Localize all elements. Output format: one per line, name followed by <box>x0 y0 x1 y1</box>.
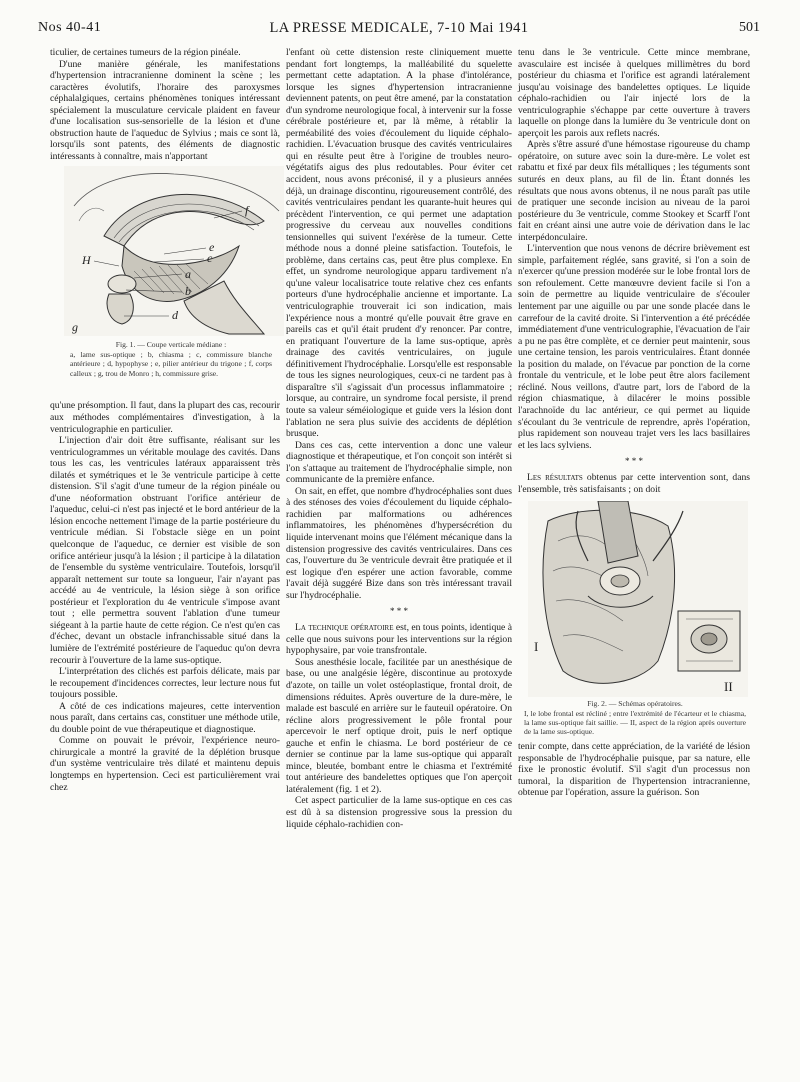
paragraph: tenir compte, dans cette appréciation, de la variété de lésion responsable de l'hydrocéphalie puisque, par sa nature, elle fixe le pronostic évolutif. S'il s'agit d'un processus non tumoral, la disparition de l'hypertension intracranienne, obtenue par l'opération, assure la guérison. Son <box>518 741 750 799</box>
fig1-label-h: H <box>82 253 91 268</box>
paragraph <box>518 472 750 495</box>
fig2-label-i: I <box>534 639 539 655</box>
section-separator: * * * <box>625 456 643 467</box>
paragraph: A côté de ces indications majeures, cette intervention nous paraît, dans certains cas, constituer une méthode utile, du double point de vue thérapeutique et diagnostique. <box>50 700 280 735</box>
fig1-label-a: a <box>185 267 191 282</box>
figure-2-caption <box>524 699 746 737</box>
paragraph: L'interprétation des clichés est parfois délicate, mais par le recoupement d'incidences correctes, leur lecture nous fut toujours possible. <box>50 666 280 701</box>
section-lead: Les résultats <box>527 472 583 484</box>
paragraph <box>286 622 512 657</box>
paragraph: ticulier, de certaines tumeurs de la région pinéale. <box>50 47 241 58</box>
fig1-label-g: g <box>72 320 78 335</box>
journal-title: LA PRESSE MEDICALE, 7-10 Mai 1941 <box>269 20 529 36</box>
figure-2-caption-body: I, le lobe frontal est récliné ; entre l'extrémité de l'écarteur et le chiasma, la lame sus-optique fait saillie. — II, aspect de la région après ouverture de la lame sus-optique. <box>524 708 746 737</box>
paragraph: Après s'être assuré d'une hémostase rigoureuse du champ opératoire, on suture avec soin la dure-mère. Le volet est rabattu et fixé par deux fils métalliques ; les téguments sont suturés en deux plans, au fil de lin. Étant donnés les résultats que nous avons obtenus, il ne nous paraît pas utile de pratiquer une seconde incision au niveau de la paroi postérieure du 3e ventricule, comme Stookey et Scarff l'ont fait en créant ainsi une autre voie de dérivation dans le lac interpédonculaire. <box>518 139 750 243</box>
fig1-label-c: c <box>207 251 213 266</box>
paragraph: qu'une présomption. Il faut, dans la plupart des cas, recourir aux méthodes complémentaires d'investigation, à la ventriculographie en particulier. <box>50 400 280 435</box>
fig1-label-f: f <box>245 203 249 218</box>
brain-sagittal-section-illustration <box>64 166 284 336</box>
section-separator: * * * <box>390 606 408 617</box>
column-2 <box>286 47 512 830</box>
paragraph: L'intervention que nous venons de décrire brièvement est simple, parfaitement réglée, sans gravité, si l'on a soin de n'exercer qu'une pression modérée sur le lobe frontal lors de son refoulement. Cette manœuvre devient facile si l'on a soin de permettre au liquide ventriculaire de s'écouler lentement par une aiguille ou par une sonde placée dans le carrefour de la cavité droite. Si l'intervention a été précédée immédiatement d'une ventriculographie, l'évacuation de l'air a pu ne pas être complète, et ce dernier peut maintenir, sous une certaine tension, les parois ventriculaires. Étant donnée la position du malade, on l'évacue par ponction de la corne frontale du ventricule, et le lobe peut être alors facilement récliné. Nous veillons, d'autre part, lors de l'abord de la région chiasmatique, à dilacérer le moins possible l'arachnoïde du lac antérieur, ce qui permet au liquide s'écoulant du 3e ventricule de reprendre, après l'opération, plus rapidement son nouveau trajet vers les lacs basillaires et les lacs sylviens. <box>518 243 750 451</box>
paragraph: Sous anesthésie locale, facilitée par un anesthésique de base, ou une analgésie légère, discontinue au protoxyde d'azote, on taille un volet ostéoplastique, frontal droit, de dimensions réduites. Après ouverture de la dure-mère, le malade est basculé en arrière sur le fauteuil opératoire. On récline alors progressivement le pôle frontal pour apercevoir le nerf optique droit, puis le nerf optique gauche et enfin le chiasma. Le bord postérieur de ce dernier se continue par la lame sus-optique qui apparaît mince, bleutée, bombant entre le chiasma et l'extrémité tout antérieure des bandelettes optiques que l'on aperçoit latéralement (fig. 1 et 2). <box>286 656 512 795</box>
paragraph: l'enfant où cette distension reste cliniquement muette pendant fort longtemps, la malléabilité du squelette permettant cette adaptation. A la phase d'intolérance, lorsque les signes d'hypertension intracranienne deviennent patents, on peut être amené, par la constatation d'un syndrome neurologique focal, à intervenir sur la fosse cérébrale postérieure et, par là même, à rétablir la perméabilité des voies d'écoulement du liquide céphalo-rachidien. L'évacuation brusque des cavités ventriculaires qui en résulte peut être à l'origine de troubles neuro-végétatifs aigus des plus redoutables. Pour éviter cet accident, nous avons préconisé, il y a plusieurs années déjà, un drainage discontinu, rigoureusement contrôlé, des cavités ventriculaires pendant les quarante-huit heures qui précèdent l'intervention, ce qui permet une adaptation progressive du cerveau aux nouvelles conditions tensionnelles qui suivent l'exérèse de la tumeur. Cette méthode nous a donné pleine satisfaction. Toutefois, le problème, dans certains cas, peut être plus complexe. En effet, un syndrome neurologique apparu tardivement n'a qu'une valeur localisatrice toute relative chez ces enfants porteurs d'une hydrocéphalie ancienne et importante. La ventriculographie trouverait ici son indication, mais l'expérience nous a montré qu'elle pouvait être grave en pareils cas et qu'il était prudent d'y renoncer. Par contre, en pratiquant l'ouverture de la lame sus-optique, après drainage des cavités ventriculaires, on jugule définitivement l'hydrocéphalie. Lorsqu'elle est responsable de tous les signes neurologiques, ceux-ci ne tardent pas à disparaître s'il s'agissait d'un processus inflammatoire ; lorsque, au contraire, un syndrome focal persiste, il prend toute sa valeur séméiologique et guide vers la lésion dont l'ablation ne sera plus suivie des accidents de déplétion brusque. <box>286 47 512 440</box>
figure-1-caption <box>70 340 272 378</box>
fig1-label-e: e <box>209 240 215 255</box>
figure-1 <box>50 166 280 398</box>
fig1-label-d: d <box>172 308 178 323</box>
fig2-label-ii: II <box>724 679 733 695</box>
figure-2 <box>518 501 750 741</box>
paragraph: Cet aspect particulier de la lame sus-optique en ces cas est dû à sa distension progressive sous la pression du liquide céphalo-rachidien con- <box>286 795 512 830</box>
operative-schema-illustration <box>528 501 748 697</box>
column-1 <box>50 47 280 793</box>
issue-number: Nos 40-41 <box>38 20 102 35</box>
page-number: 501 <box>739 20 760 35</box>
paragraph: D'une manière générale, les manifestations d'hypertension intracranienne dominent la scène ; les caractères évolutifs, l'horaire des paroxysmes céphalalgiques, certains phénomènes toniques intéressant spécialement la musculature cervicale plaident en faveur d'une localisation sus-sensorielle de la lésion et d'une obstruction haute de l'aqueduc de Sylvius ; mais ce sont là, lorsqu'ils sont patents, des éléments de diagnostic intéressants à connaître, mais n'apportant <box>50 58 280 162</box>
fig1-label-b: b <box>185 284 191 299</box>
paragraph-text: obtenus par cette intervention sont, dans l'ensemble, très satisfaisants ; on doit <box>518 472 750 495</box>
figure-2-caption-title: Fig. 2. — Schémas opératoires. <box>587 699 683 709</box>
figure-1-caption-title: Fig. 1. — Coupe verticale médiane : <box>115 340 227 350</box>
section-lead: La technique opératoire <box>295 622 394 634</box>
column-3 <box>518 47 750 799</box>
paragraph: Comme on pouvait le prévoir, l'expérience neuro-chirurgicale a montré la gravité de la déplétion brusque d'un système ventriculaire très dilaté et maintenu depuis longtemps en hypertension. Ceci est particulièrement vrai chez <box>50 735 280 793</box>
paragraph: tenu dans le 3e ventricule. Cette mince membrane, avasculaire est incisée à quelques millimètres du bord postérieur du chiasma et l'orifice est agrandi latéralement jusqu'au voisinage des bandelettes optiques. Le liquide céphalo-rachidien ou l'air injecté lors de la ventriculographie s'échappe par cette ouverture à travers laquelle on plonge dans la lumière du 3e ventricule dont on aperçoit les parois aux reflets nacrés. <box>518 47 750 139</box>
paragraph: L'injection d'air doit être suffisante, réalisant sur les ventriculogrammes un véritable moulage des cavités. Dans tous les cas, les ventricules latéraux apparaissent très dilatés et symétriques et le 3e ventricule participe à cette distension. S'il s'agit d'une tumeur de la région pinéale ou d'une néoformation obstruant l'orifice antérieur de l'aqueduc, celui-ci n'est pas injecté et le bord antérieur de la lésion encoche nettement l'image de la partie postérieure du ventricule médian. Si l'obstacle siège en un point quelconque de l'aqueduc, ce dernier est visible de son orifice antérieur jusqu'à la lésion ; il participe à la dilatation de l'ensemble du système ventriculaire. Toutefois, lorsqu'il apparaît nettement sur toute sa longueur, l'air n'ayant pas accédé au 4e ventricule, la lésion siège à son orifice postérieur et l'exploration du 4e ventricule s'impose avant tout ; elle permettra souvent l'ablation d'une tumeur siégeant à la partie haute de cette région. Ce n'est qu'en cas d'échec, devant un obstacle infranchissable situé dans la lumière de l'extrémité postérieure de l'aqueduc qu'on devra recourir à l'ouverture de la lame sus-optique. <box>50 435 280 666</box>
paragraph: Dans ces cas, cette intervention a donc une valeur diagnostique et thérapeutique, et l'on conçoit son intérêt si l'on s'attaque au traitement de l'hydrocéphalie simple, non communicante de la première enfance. <box>286 439 512 486</box>
paragraph-text: est, en tous points, identique à celle que nous suivons pour les interventions sur la région hypophysaire, par voie transfrontale. <box>286 622 512 657</box>
page-header <box>38 20 760 40</box>
figure-1-caption-body: a, lame sus-optique ; b, chiasma ; c, commissure blanche antérieure ; d, hypophyse ; e, pilier antérieur du trigone ; f, corps calleux ; g, trou de Monro ; h, commissure grise. <box>70 349 272 378</box>
paragraph: On sait, en effet, que nombre d'hydrocéphalies sont dues à des sténoses des voies d'écoulement du liquide céphalo-rachidien par malformations ou adhérences inflammatoires, les phénomènes d'hypersécrétion du liquide intervenant moins que l'élément mécanique dans la distension progressive des cavités ventriculaires. Dans ces cas, l'ouverture du 3e ventricule devrait être pratiquée et il est logique d'en espérer une action favorable, comme l'avait déjà suggéré Bize dans son très intéressant travail sur l'hydrocéphalie. <box>286 485 512 601</box>
